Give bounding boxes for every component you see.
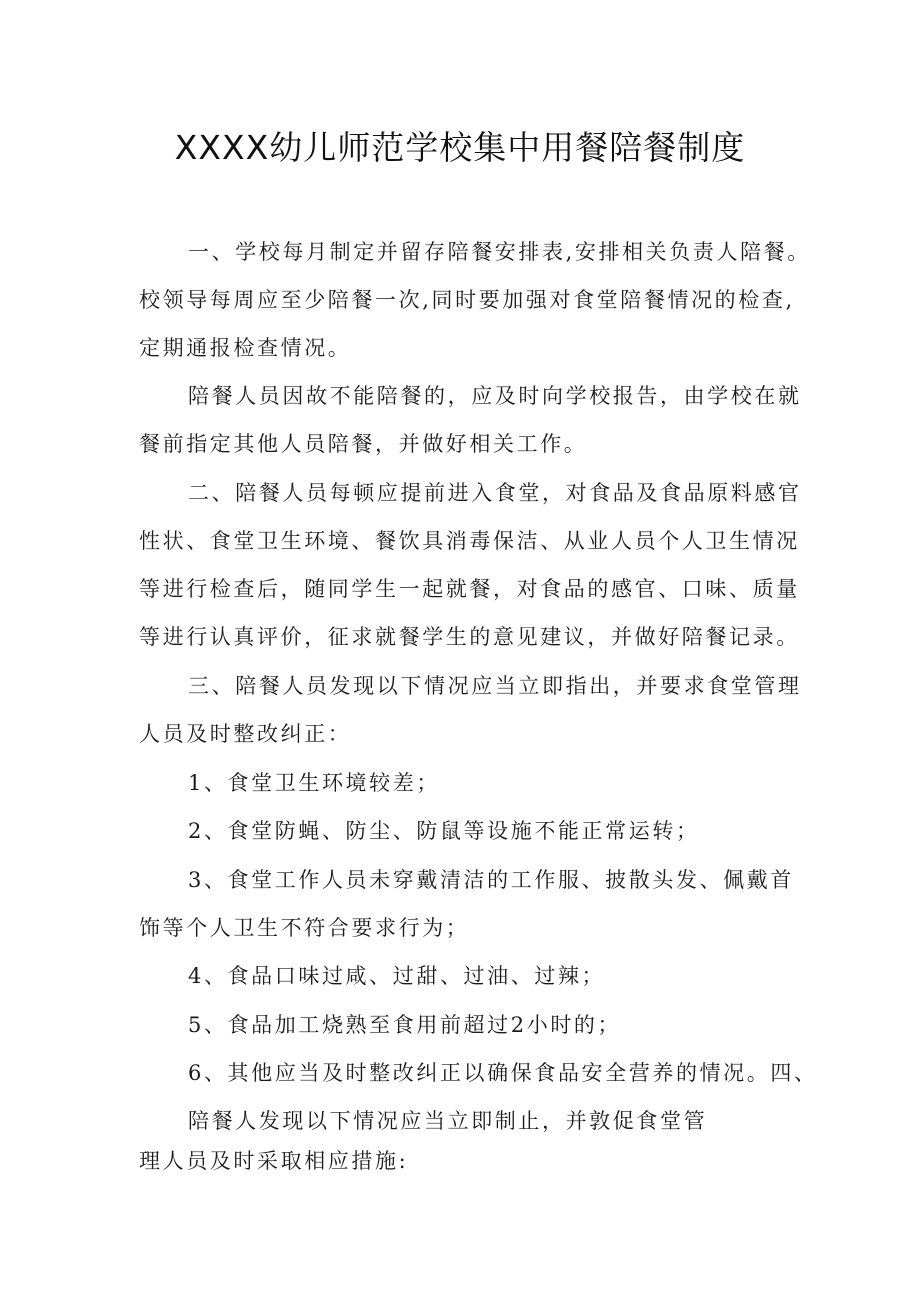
list-item-continuation: 饰等个人卫生不符合要求行为； [139,916,470,940]
list-item: 2、食堂防蝇、防尘、防鼠等设施不能正常运转； [188,819,700,843]
list-item: 3、食堂工作人员未穿戴清洁的工作服、披散头发、佩戴首 [188,868,794,892]
paragraph-line: 一、学校每月制定并留存陪餐安排表,安排相关负责人陪餐。 [188,240,811,264]
list-item: 4、食品口味过咸、过甜、过油、过辣； [188,964,606,988]
paragraph-line: 等进行检查后，随同学生一起就餐，对食品的感官、口味、质量 [139,577,800,601]
paragraph-line: 人员及时整改纠正： [139,722,352,746]
paragraph-line: 陪餐人员因故不能陪餐的，应及时向学校报告，由学校在就 [188,384,802,408]
paragraph-line: 三、陪餐人员发现以下情况应当立即指出，并要求食堂管理 [188,674,802,698]
paragraph-line: 理人员及时采取相应措施: [139,1149,409,1173]
paragraph-line: 陪餐人发现以下情况应当立即制止，并敦促食堂管 [188,1109,708,1133]
paragraph-line: 定期通报检查情况。 [139,336,352,360]
paragraph-line: 二、陪餐人员每顿应提前进入食堂，对食品及食品原料感官 [188,481,802,505]
list-item: 6、其他应当及时整改纠正以确保食品安全营养的情况。四、 [188,1061,818,1085]
paragraph-line: 餐前指定其他人员陪餐，并做好相关工作。 [139,432,588,456]
document-title: XXXX幼儿师范学校集中用餐陪餐制度 [174,128,746,167]
list-item: 1、食堂卫生环境较差； [188,771,440,795]
paragraph-line: 性状、食堂卫生环境、餐饮具消毒保洁、从业人员个人卫生情况 [139,529,800,553]
paragraph-line: 校领导每周应至少陪餐一次,同时要加强对食堂陪餐情况的检查, [139,288,795,312]
paragraph-line: 等进行认真评价，征求就餐学生的意见建议，并做好陪餐记录。 [139,625,800,649]
list-item: 5、食品加工烧熟至食用前超过2小时的； [188,1013,622,1037]
